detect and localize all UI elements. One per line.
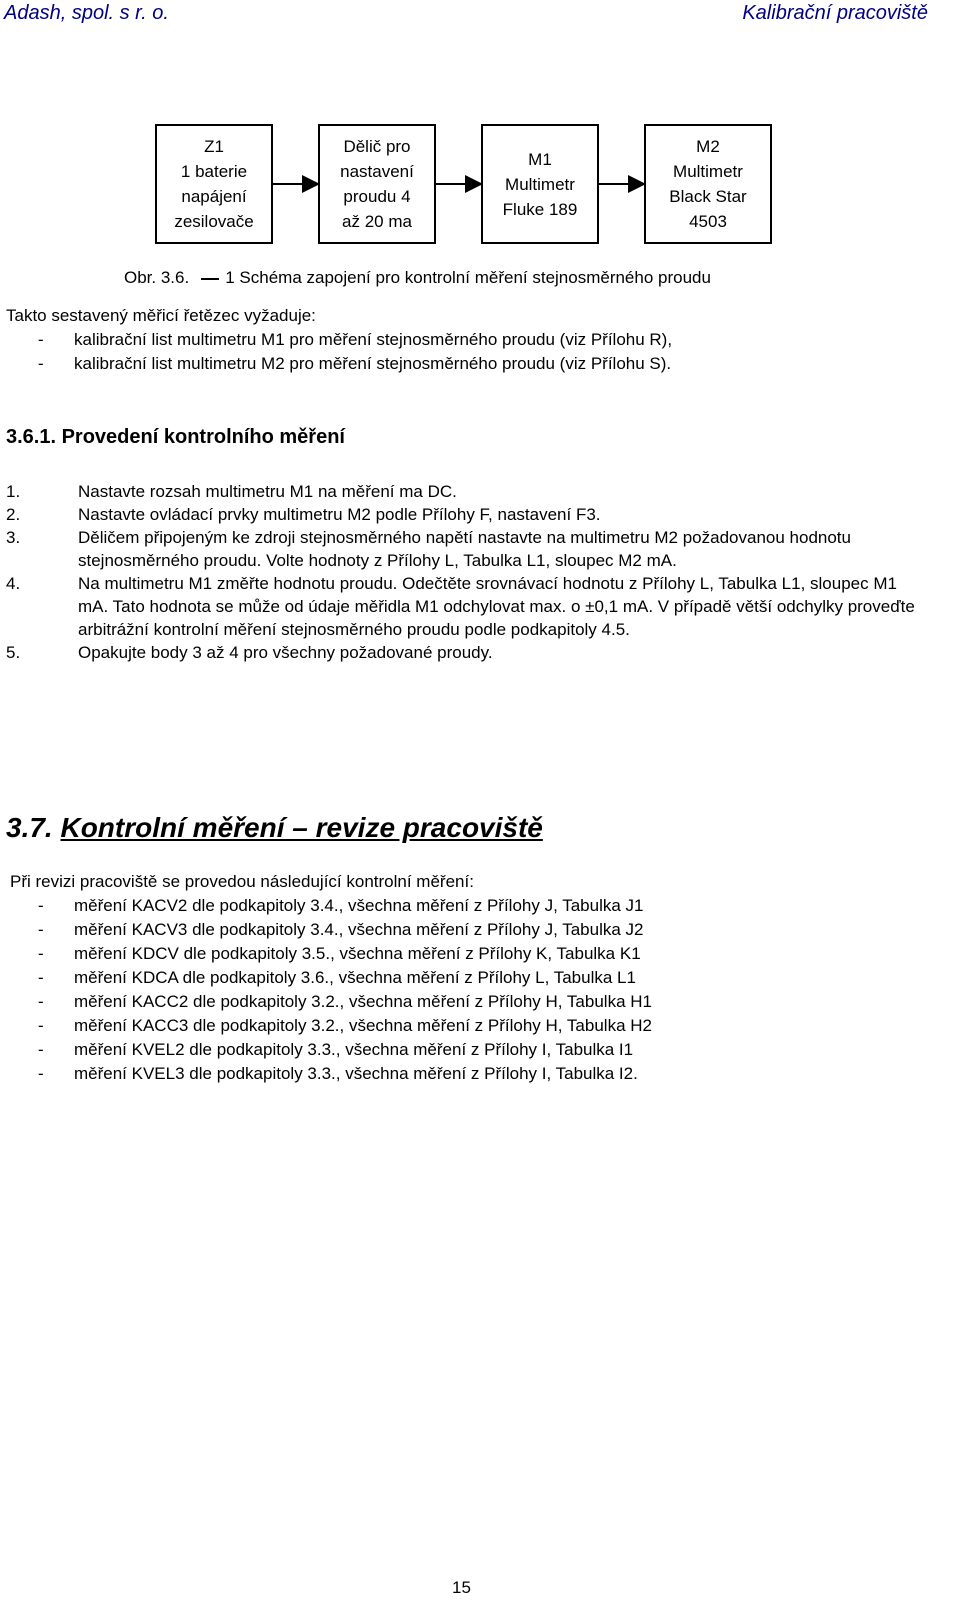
box-line: nastavení <box>340 162 414 181</box>
arrow-right-icon <box>599 183 644 185</box>
list-dash: - <box>38 992 44 1011</box>
list-item <box>6 480 926 503</box>
list-dash: - <box>38 896 44 915</box>
box-line: Z1 <box>204 137 224 156</box>
list-item <box>6 572 926 641</box>
box-line: Multimetr <box>505 174 575 194</box>
caption-dash <box>201 278 219 280</box>
caption-number: 1 <box>225 268 235 287</box>
step-text: Děličem připojeným ke zdroji stejnosměrného napětí nastavte na multimetru M2 požadovanou hodnotu stejnosměrného proudu. Volte hodnoty z Přílohy L, Tabulka L1, sloupec M2 mA. <box>78 528 851 570</box>
step-number: 3. <box>6 528 21 547</box>
box-line: Fluke 189 <box>502 199 578 219</box>
box-line: M2 <box>696 137 720 156</box>
list-text: měření KDCV dle podkapitoly 3.5., všechna měření z Přílohy K, Tabulka K1 <box>74 944 641 963</box>
step-number: 2. <box>6 505 21 524</box>
list-text: měření KACC2 dle podkapitoly 3.2., všechna měření z Přílohy H, Tabulka H1 <box>74 992 652 1011</box>
step-text: Na multimetru M1 změřte hodnotu proudu. Odečtěte srovnávací hodnotu z Přílohy L, Tabulka L1, sloupec M1 mA. Tato hodnota se může od údaje měřidla M1 odchylovat max. o ±0,1 mA. V případě větší odchylky proveďte arbitrážní kontrolní měření stejnosměrného proudu podle podkapitoly 4.5. <box>78 574 915 639</box>
box-line: 4503 <box>689 212 727 231</box>
list-dash: - <box>38 968 44 987</box>
box-line: až 20 ma <box>342 212 412 231</box>
box-line: Multimetr <box>673 162 743 181</box>
caption-label: Obr. 3.6. <box>124 268 190 287</box>
list-dash: - <box>38 944 44 963</box>
figure-caption <box>124 268 711 288</box>
header-title: Kalibrační pracoviště <box>742 2 928 24</box>
diagram-box-z1 <box>155 124 273 244</box>
header-company: Adash, spol. s r. o. <box>4 2 169 24</box>
diagram-box-divider <box>318 124 436 244</box>
list-text: měření KDCA dle podkapitoly 3.6., všechna měření z Přílohy L, Tabulka L1 <box>74 968 636 987</box>
box-line: Black Star <box>669 187 747 206</box>
box-line: Dělič pro <box>343 137 411 156</box>
list-text: měření KACC3 dle podkapitoly 3.2., všechna měření z Přílohy H, Tabulka H2 <box>74 1016 652 1035</box>
section-heading-37 <box>6 812 543 844</box>
section-title: Kontrolní měření – revize pracoviště <box>60 812 543 843</box>
list-text: kalibrační list multimetru M2 pro měření stejnosměrného proudu (viz Přílohu S). <box>74 354 672 373</box>
list-text: měření KACV3 dle podkapitoly 3.4., všechna měření z Přílohy J, Tabulka J2 <box>74 920 644 939</box>
list-dash: - <box>38 330 44 349</box>
list-dash: - <box>38 1040 44 1059</box>
list-text: měření KVEL3 dle podkapitoly 3.3., všechna měření z Přílohy I, Tabulka I2. <box>74 1064 638 1083</box>
list-text: kalibrační list multimetru M1 pro měření stejnosměrného proudu (viz Přílohu R), <box>74 330 673 349</box>
list-text: měření KACV2 dle podkapitoly 3.4., všechna měření z Přílohy J, Tabulka J1 <box>74 896 644 915</box>
page-number: 15 <box>452 1578 471 1597</box>
diagram-box-m2 <box>644 124 772 244</box>
steps-list <box>6 480 926 664</box>
step-text: Nastavte rozsah multimetru M1 na měření ma DC. <box>78 482 457 501</box>
step-text: Opakujte body 3 až 4 pro všechny požadované proudy. <box>78 643 493 662</box>
list-text: měření KVEL2 dle podkapitoly 3.3., všechna měření z Přílohy I, Tabulka I1 <box>74 1040 634 1059</box>
step-number: 4. <box>6 574 21 593</box>
section-heading-361: 3.6.1. Provedení kontrolního měření <box>6 426 345 448</box>
step-text: Nastavte ovládací prvky multimetru M2 podle Přílohy F, nastavení F3. <box>78 505 601 524</box>
list-dash: - <box>38 354 44 373</box>
box-line: M1 <box>528 149 552 169</box>
box-line: napájení <box>181 187 247 206</box>
list-item <box>6 503 926 526</box>
step-number: 5. <box>6 643 21 662</box>
box-line: proudu 4 <box>343 187 411 206</box>
list-dash: - <box>38 1064 44 1083</box>
section-number: 3.7. <box>6 812 53 843</box>
chain-intro: Takto sestavený měřicí řetězec vyžaduje: <box>6 306 316 325</box>
box-line: 1 baterie <box>180 162 248 181</box>
step-number: 1. <box>6 482 21 501</box>
list-dash: - <box>38 1016 44 1035</box>
revision-intro: Při revizi pracoviště se provedou následující kontrolní měření: <box>10 872 474 891</box>
arrow-right-icon <box>436 183 481 185</box>
diagram-box-m1 <box>481 124 599 244</box>
list-item <box>6 526 926 572</box>
list-dash: - <box>38 920 44 939</box>
connection-diagram <box>155 124 795 248</box>
box-line: zesilovače <box>174 212 254 231</box>
caption-text: Schéma zapojení pro kontrolní měření stejnosměrného proudu <box>239 268 711 287</box>
list-item <box>6 641 926 664</box>
arrow-right-icon <box>273 183 318 185</box>
